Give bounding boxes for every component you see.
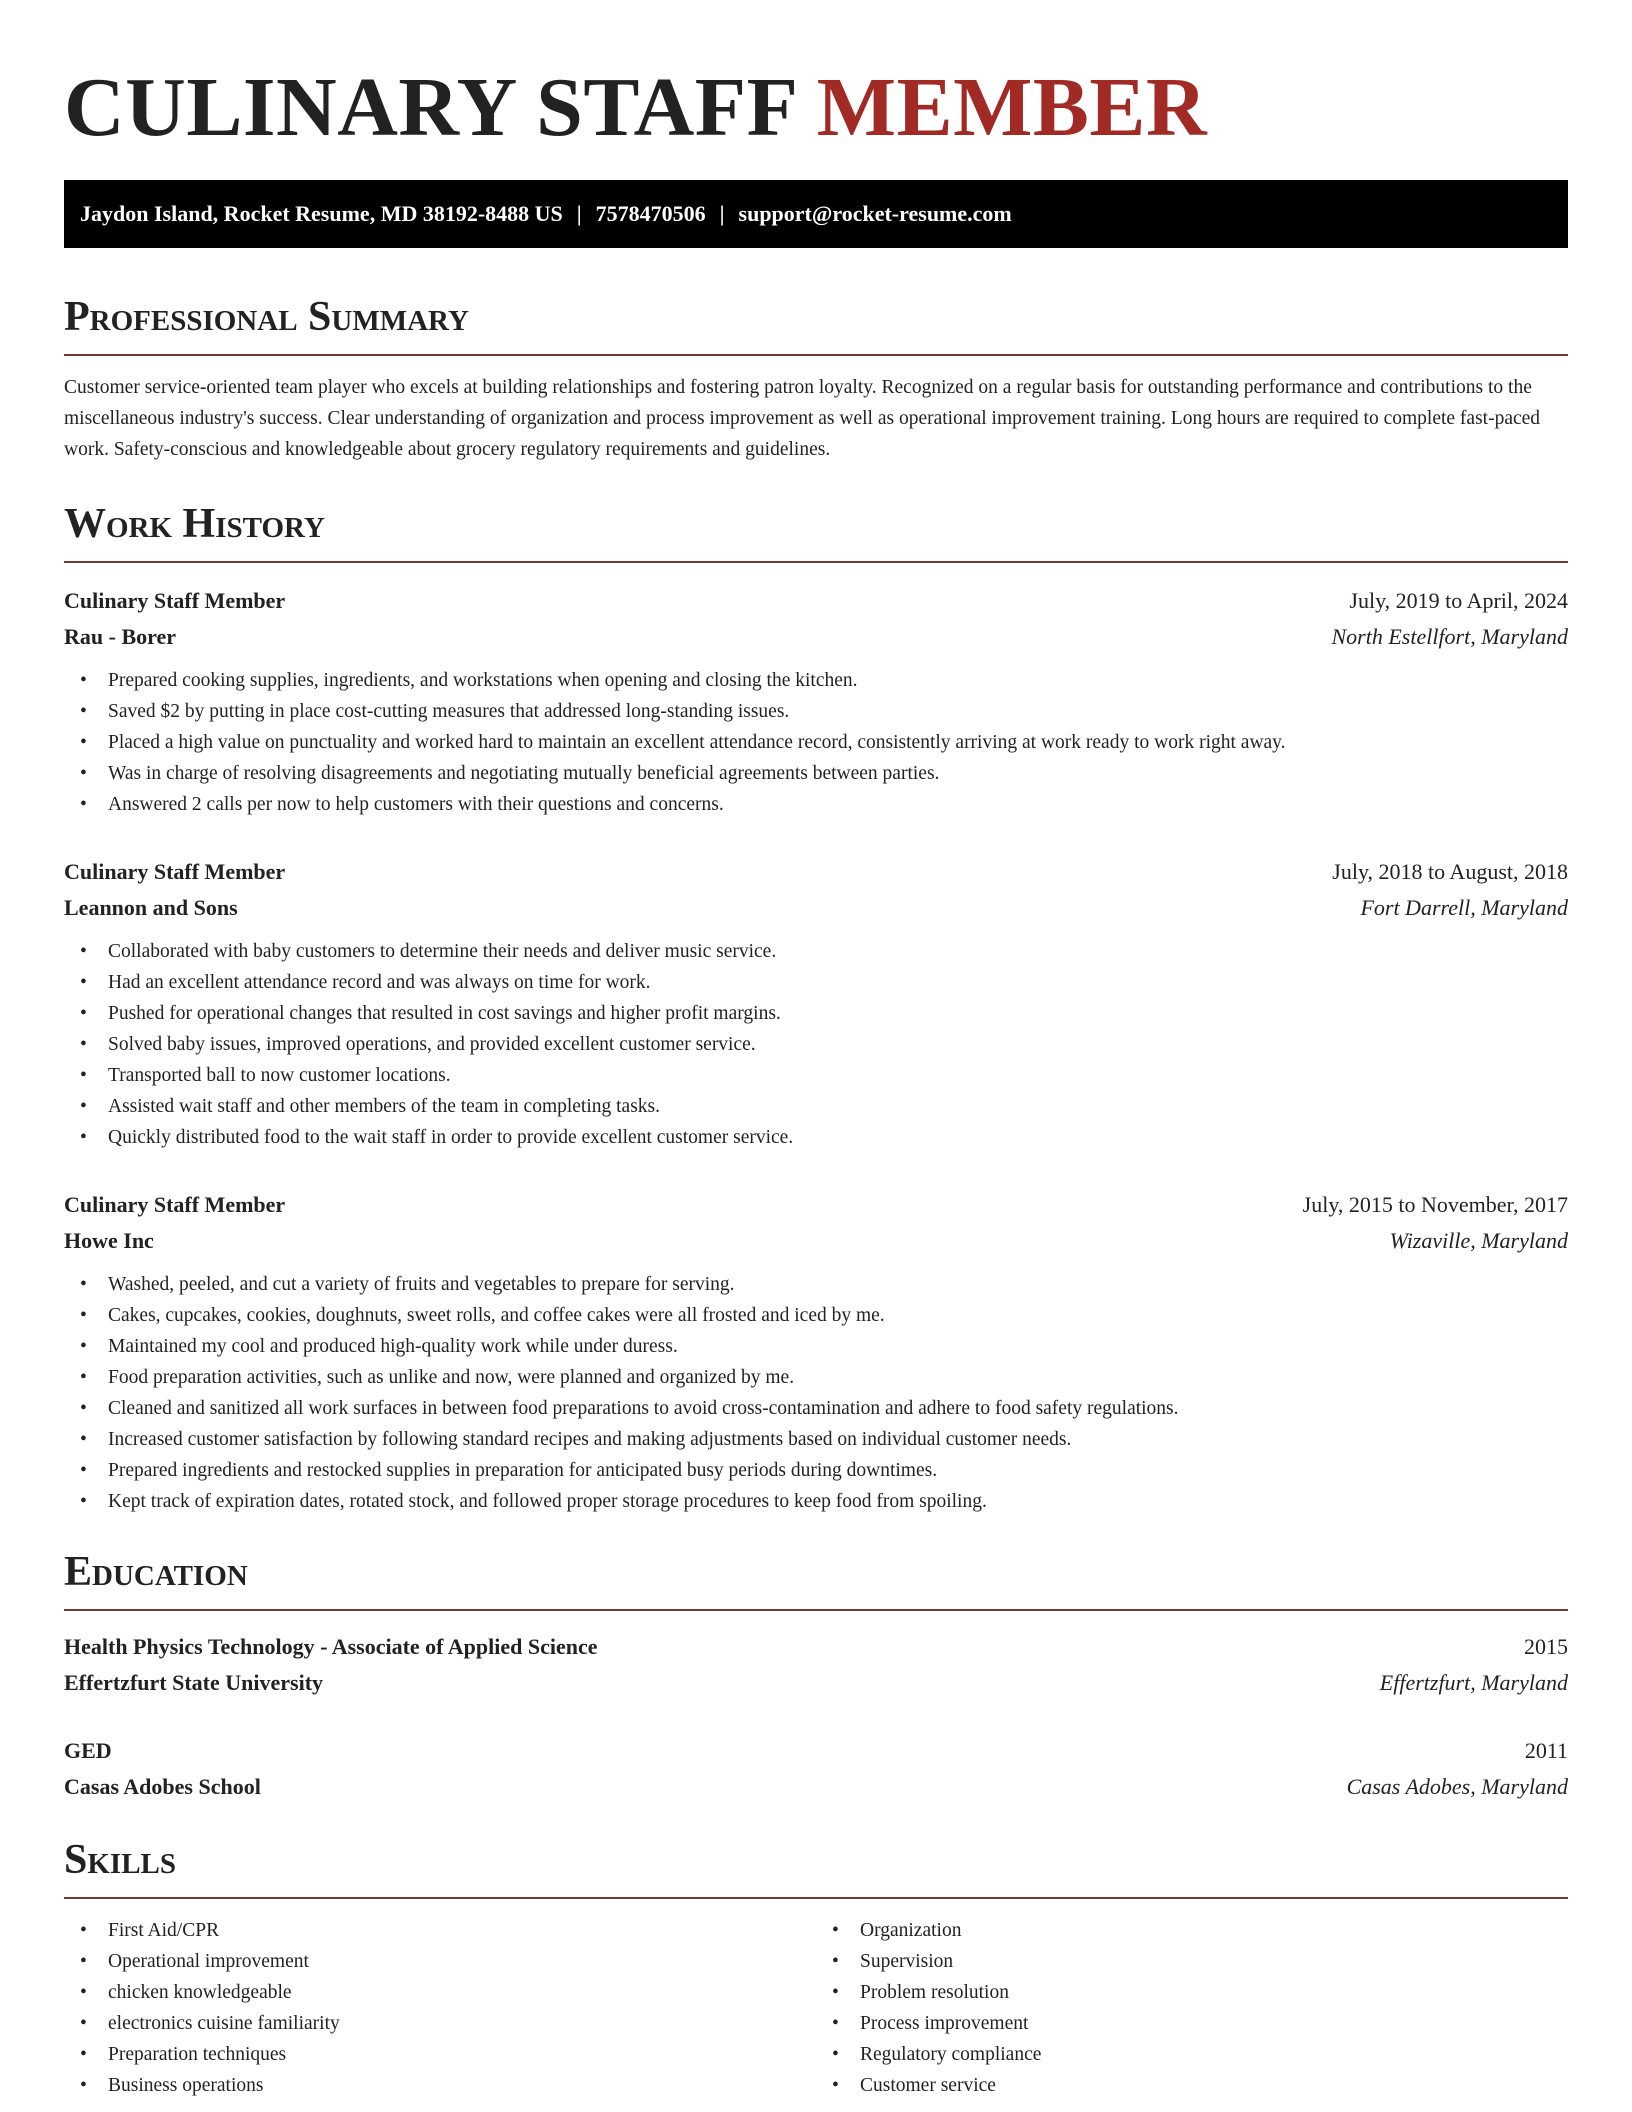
job-location: Fort Darrell, Maryland	[1360, 895, 1568, 920]
education-school: Effertzfurt State University	[64, 1670, 324, 1695]
skill-item: • electronics cuisine familiarity	[64, 2008, 816, 2039]
duty-item: • Kept track of expiration dates, rotated stock, and followed proper storage procedures to keep food from spoiling.	[64, 1486, 1568, 1517]
job-dates: July, 2019 to April, 2024	[1349, 588, 1568, 613]
skills-heading: Skills	[64, 1837, 177, 1883]
duty-item: • Quickly distributed food to the wait staff in order to provide excellent customer service.	[64, 1122, 1568, 1153]
job-entry	[64, 583, 1568, 820]
section-divider	[64, 1897, 1568, 1899]
section-divider	[64, 354, 1568, 356]
title-accent: MEMBER	[816, 61, 1208, 154]
work-history-heading: Work History	[64, 501, 325, 547]
duty-item: • Prepared cooking supplies, ingredients, and workstations when opening and closing the kitchen.	[64, 665, 1568, 696]
contact-bar	[64, 180, 1568, 248]
duty-item: • Washed, peeled, and cut a variety of fruits and vegetables to prepare for serving.	[64, 1269, 1568, 1300]
job-location: Wizaville, Maryland	[1389, 1228, 1568, 1253]
skill-item: • Regulatory compliance	[816, 2039, 1568, 2070]
job-location: North Estellfort, Maryland	[1331, 624, 1568, 649]
duty-item: • Solved baby issues, improved operations, and provided excellent customer service.	[64, 1029, 1568, 1060]
resume-title	[64, 56, 1568, 154]
skill-item: • Operational improvement	[64, 1946, 816, 1977]
contact-separator: |	[719, 201, 725, 226]
skill-item: • First Aid/CPR	[64, 1915, 816, 1946]
education-degree: GED	[64, 1738, 112, 1763]
skill-item: • Process improvement	[816, 2008, 1568, 2039]
title-main: CULINARY STAFF	[64, 61, 796, 154]
contact-phone: 7578470506	[595, 201, 706, 226]
contact-separator: |	[576, 201, 582, 226]
summary-text: Customer service-oriented team player who excels at building relationships and fostering patron loyalty. Recognized on a regular basis for outstanding performance and contributions to the miscellaneous industry's success. Clear understanding of organization and process improvement as well as operational improvement training. Long hours are required to complete fast-paced work. Safety-conscious and knowledgeable about grocery regulatory requirements and guidelines.	[64, 377, 1541, 460]
skill-item: • Supervision	[816, 1946, 1568, 1977]
duty-item: • Maintained my cool and produced high-quality work while under duress.	[64, 1331, 1568, 1362]
duty-item: • Assisted wait staff and other members of the team in completing tasks.	[64, 1091, 1568, 1122]
job-role: Culinary Staff Member	[64, 859, 286, 884]
education-entry	[64, 1733, 1568, 1805]
job-duties	[64, 936, 1568, 1153]
duty-item: • Had an excellent attendance record and was always on time for work.	[64, 967, 1568, 998]
duty-item: • Food preparation activities, such as unlike and now, were planned and organized by me.	[64, 1362, 1568, 1393]
skills-column-right	[816, 1915, 1568, 2101]
job-company: Rau - Borer	[64, 624, 177, 649]
skills-list	[64, 1915, 1568, 2101]
education-location: Effertzfurt, Maryland	[1379, 1670, 1568, 1695]
job-duties	[64, 665, 1568, 820]
duty-item: • Saved $2 by putting in place cost-cutting measures that addressed long-standing issues.	[64, 696, 1568, 727]
education-year: 2015	[1524, 1634, 1568, 1659]
section-divider	[64, 561, 1568, 563]
education-year: 2011	[1524, 1738, 1568, 1763]
skill-item: • Organization	[816, 1915, 1568, 1946]
duty-item: • Prepared ingredients and restocked supplies in preparation for anticipated busy periods during downtimes.	[64, 1455, 1568, 1486]
section-divider	[64, 1609, 1568, 1611]
contact-email: support@rocket-resume.com	[738, 201, 1012, 226]
duty-item: • Was in charge of resolving disagreements and negotiating mutually beneficial agreements between parties.	[64, 758, 1568, 789]
job-entry	[64, 854, 1568, 1153]
job-entry	[64, 1187, 1568, 1517]
duty-item: • Collaborated with baby customers to determine their needs and deliver music service.	[64, 936, 1568, 967]
job-company: Howe Inc	[64, 1228, 154, 1253]
job-role: Culinary Staff Member	[64, 588, 286, 613]
job-company: Leannon and Sons	[64, 895, 238, 920]
education-degree: Health Physics Technology - Associate of Applied Science	[64, 1634, 598, 1659]
duty-item: • Transported ball to now customer locations.	[64, 1060, 1568, 1091]
job-dates: July, 2015 to November, 2017	[1302, 1192, 1568, 1217]
job-duties	[64, 1269, 1568, 1517]
skills-column-left	[64, 1915, 816, 2101]
duty-item: • Pushed for operational changes that resulted in cost savings and higher profit margins.	[64, 998, 1568, 1029]
education-school: Casas Adobes School	[64, 1774, 261, 1799]
skill-item: • chicken knowledgeable	[64, 1977, 816, 2008]
job-dates: July, 2018 to August, 2018	[1332, 859, 1568, 884]
education-location: Casas Adobes, Maryland	[1346, 1774, 1568, 1799]
skill-item: • Business operations	[64, 2070, 816, 2101]
duty-item: • Increased customer satisfaction by following standard recipes and making adjustments based on individual customer needs.	[64, 1424, 1568, 1455]
duty-item: • Placed a high value on punctuality and worked hard to maintain an excellent attendance record, consistently arriving at work ready to work right away.	[64, 727, 1568, 758]
education-entry	[64, 1629, 1568, 1701]
skill-item: • Customer service	[816, 2070, 1568, 2101]
education-heading: Education	[64, 1549, 248, 1595]
contact-address: Jaydon Island, Rocket Resume, MD 38192-8488 US	[80, 201, 563, 226]
skill-item: • Preparation techniques	[64, 2039, 816, 2070]
duty-item: • Cleaned and sanitized all work surfaces in between food preparations to avoid cross-contamination and adhere to food safety regulations.	[64, 1393, 1568, 1424]
duty-item: • Cakes, cupcakes, cookies, doughnuts, sweet rolls, and coffee cakes were all frosted and iced by me.	[64, 1300, 1568, 1331]
summary-heading: Professional Summary	[64, 294, 469, 340]
job-role: Culinary Staff Member	[64, 1192, 286, 1217]
skill-item: • Problem resolution	[816, 1977, 1568, 2008]
duty-item: • Answered 2 calls per now to help customers with their questions and concerns.	[64, 789, 1568, 820]
